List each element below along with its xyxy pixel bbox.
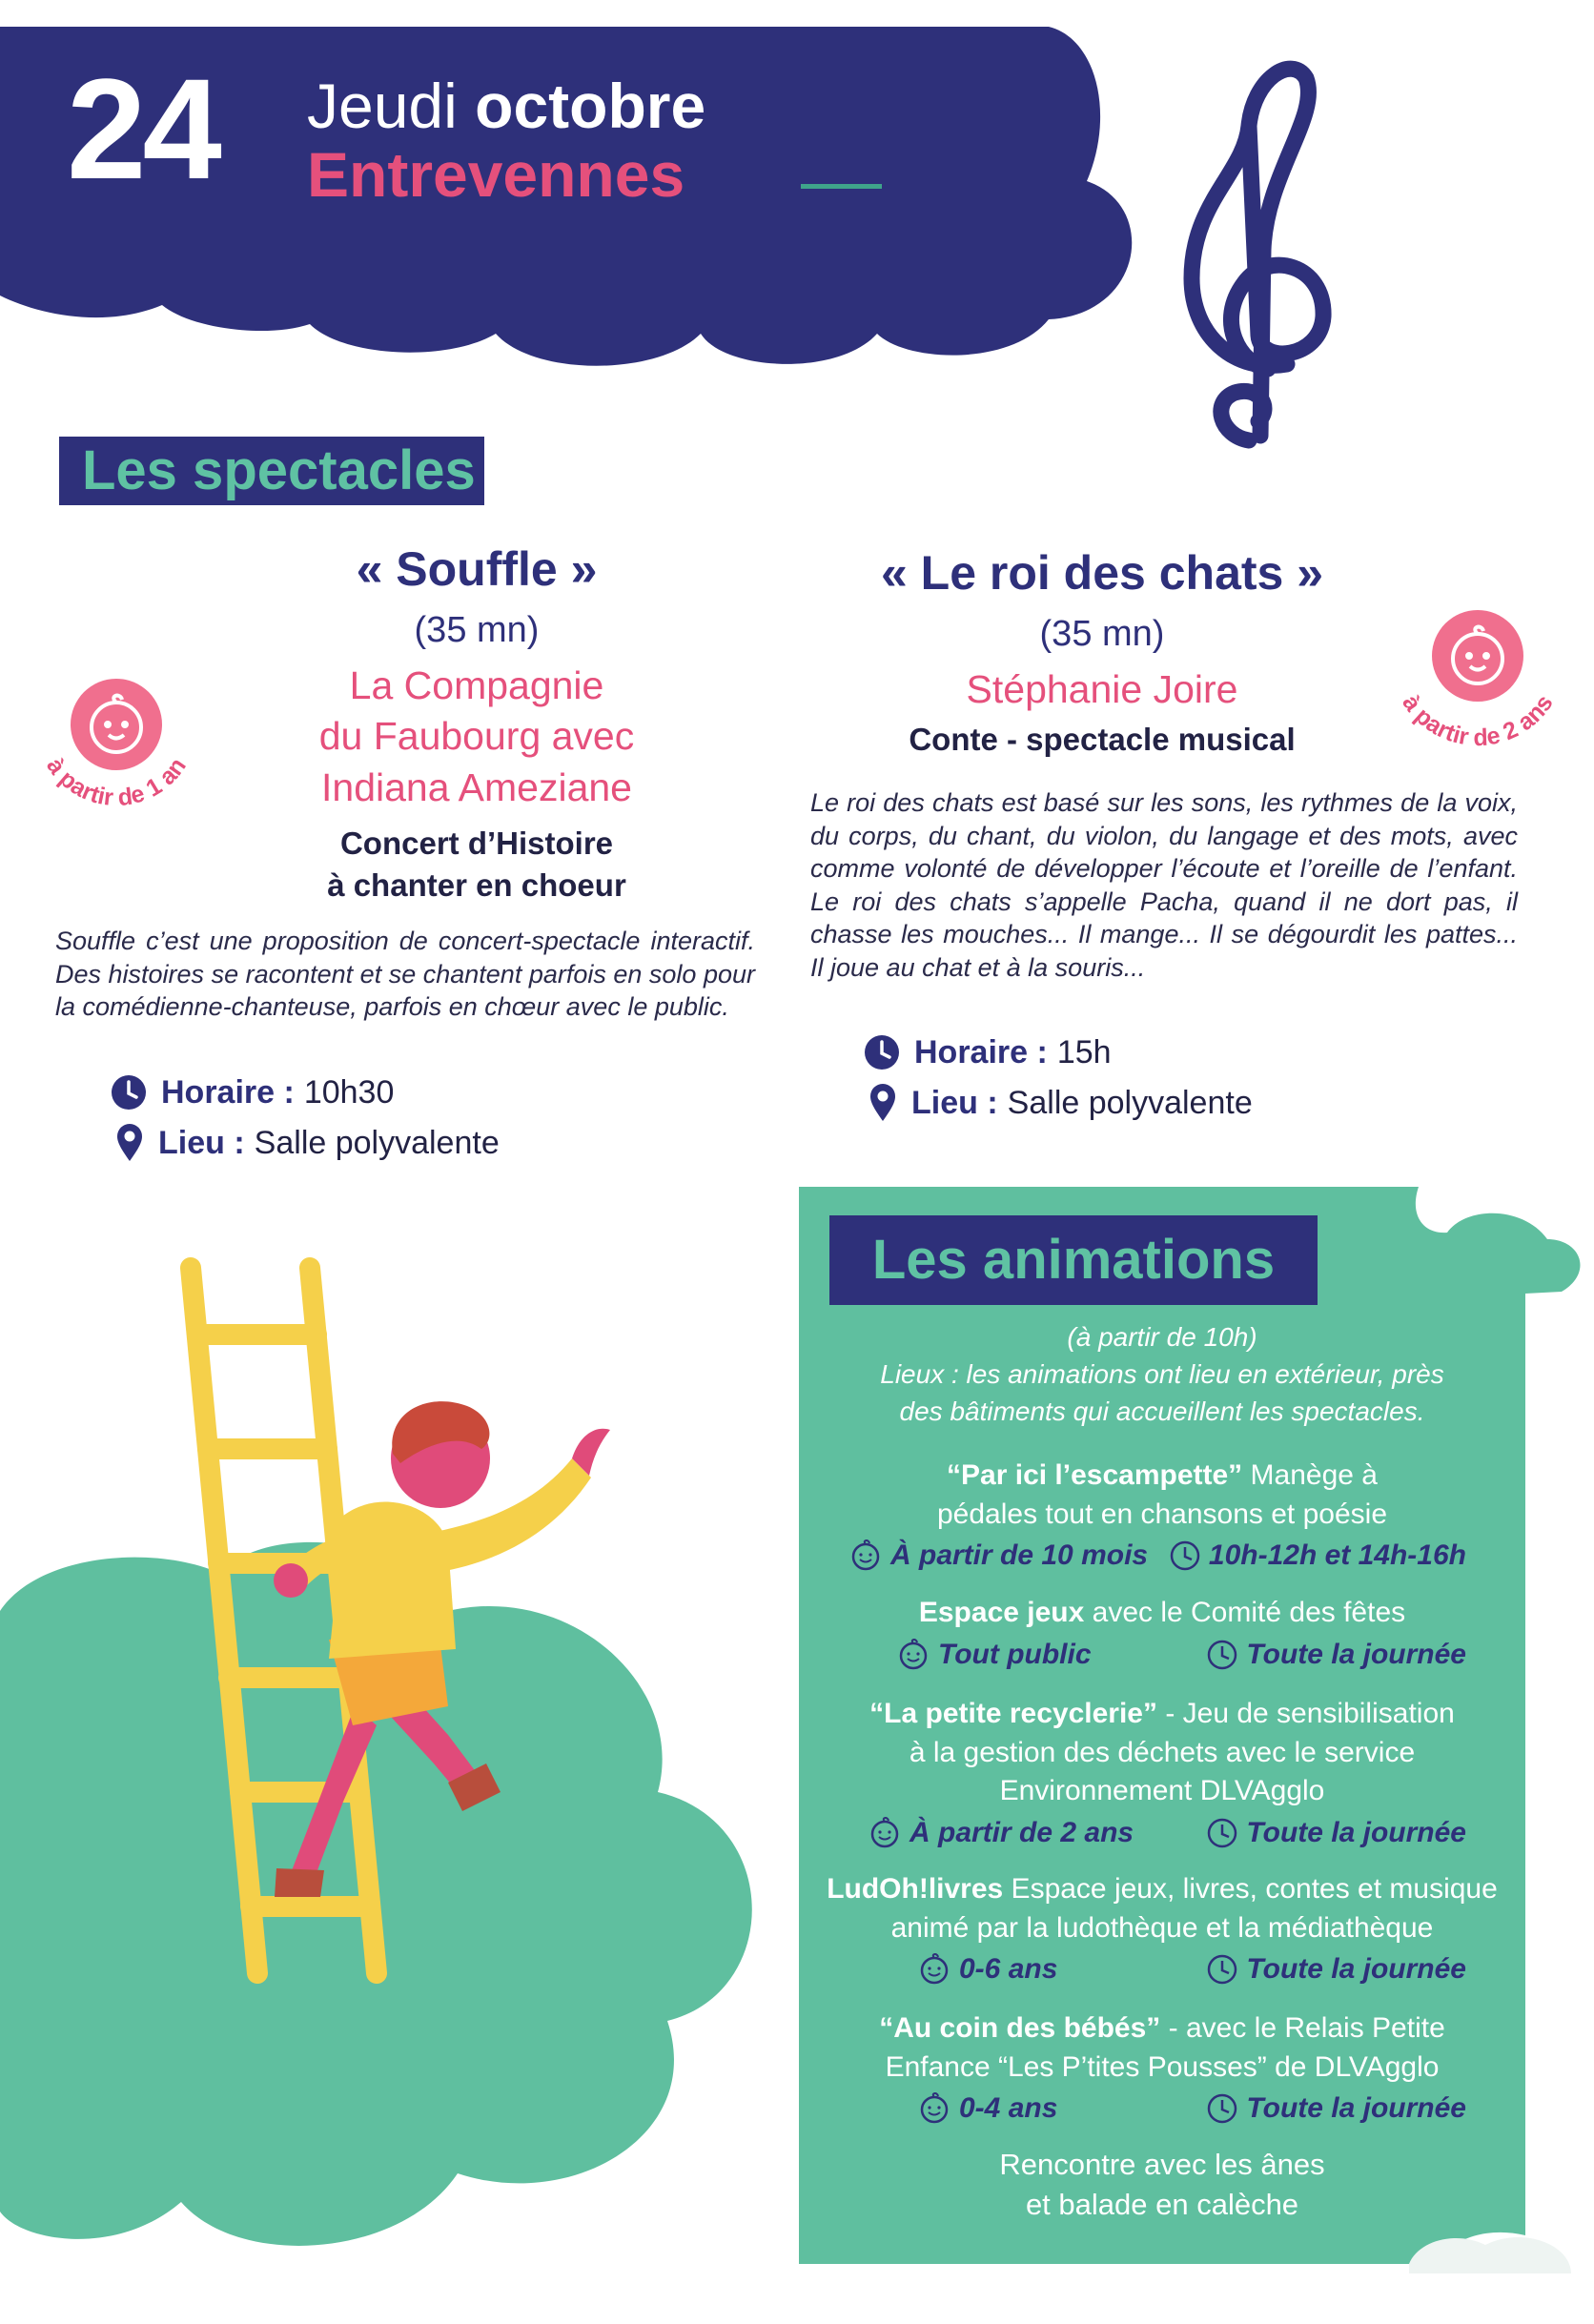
activity-meta (829, 1639, 1495, 1671)
activity-meta (829, 1539, 1495, 1572)
closing-line: et balade en calèche (1025, 2187, 1299, 2221)
age-badge-text: à partir de 1 an (41, 752, 192, 812)
genre-line: Conte - spectacle musical (909, 722, 1296, 758)
baby-face-icon (917, 2092, 951, 2125)
activity-text: Environnement DLVAgglo (999, 1775, 1325, 1806)
horaire-value: 10h30 (303, 1073, 395, 1111)
show-horaire (110, 1073, 394, 1111)
intro-time: (à partir de 10h) (1067, 1322, 1257, 1352)
activity-name: LudOh!livres (827, 1873, 1004, 1905)
animations-closing (822, 2145, 1502, 2225)
show-duration: (35 mn) (1039, 614, 1165, 654)
clock-icon (863, 1033, 901, 1071)
clock-icon (1169, 1539, 1201, 1572)
activity-description (829, 1457, 1495, 1534)
activity-meta (822, 1953, 1502, 1986)
lieu-value: Salle polyvalente (1007, 1084, 1253, 1121)
age-badge-text: à partir de 2 ans (1397, 689, 1559, 752)
activity-time: Toute la journée (1246, 1638, 1466, 1670)
intro-place-line: Lieux : les animations ont lieu en extérieur, près (880, 1359, 1444, 1390)
activity-item (829, 1594, 1495, 1671)
lieu-value: Salle polyvalente (254, 1124, 500, 1161)
section-title-animations: Les animations (829, 1215, 1318, 1305)
artist-line: Indiana Ameziane (321, 764, 632, 809)
lieu-label: Lieu : (911, 1084, 998, 1121)
closing-line: Rencontre avec les ânes (999, 2148, 1325, 2181)
activity-name: “Par ici l’escampette” (947, 1459, 1243, 1491)
baby-face-icon (868, 1817, 902, 1849)
clock-icon (110, 1073, 148, 1111)
horaire-label: Horaire : (914, 1033, 1048, 1070)
activity-text: avec le Comité des fêtes (1084, 1597, 1406, 1628)
location-pin-icon (114, 1123, 145, 1163)
show-title: « Souffle » (356, 542, 598, 596)
activity-description (822, 1870, 1502, 1947)
activity-text: - avec le Relais Petite (1160, 2012, 1445, 2044)
activity-age: Tout public (938, 1638, 1092, 1670)
show-artist (219, 661, 734, 813)
age-badge-2-ans (1373, 601, 1583, 772)
lieu-label: Lieu : (158, 1124, 245, 1161)
activity-time: Toute la journée (1246, 1816, 1466, 1848)
show-lieu (868, 1083, 1253, 1123)
artist-line: Stéphanie Joire (966, 667, 1238, 711)
activity-time: Toute la journée (1246, 1953, 1466, 1985)
activity-meta (829, 1817, 1495, 1849)
artist-line: du Faubourg avec (318, 714, 635, 759)
location-pin-icon (868, 1083, 898, 1123)
show-genre (807, 719, 1398, 762)
show-souffle (219, 541, 734, 907)
show-le-roi-des-chats (807, 545, 1398, 762)
activity-text: Enfance “Les P’tites Pousses” de DLVAgglo (885, 2050, 1440, 2083)
clock-icon (1206, 1953, 1238, 1986)
show-lieu (114, 1123, 500, 1163)
activity-text: à la gestion des déchets avec le service (909, 1736, 1416, 1768)
horaire-label: Horaire : (161, 1073, 295, 1111)
baby-face-icon (896, 1639, 930, 1671)
town-underline-dash (801, 184, 882, 189)
day-month-line (307, 71, 706, 141)
activity-name: Espace jeux (918, 1597, 1085, 1628)
day-number: 24 (67, 49, 218, 209)
genre-line: Concert d’Histoire (339, 825, 614, 861)
animations-intro (822, 1318, 1502, 1431)
show-horaire (863, 1033, 1112, 1071)
clock-icon (1206, 1817, 1238, 1849)
activity-item (829, 2009, 1495, 2125)
baby-face-icon (917, 1953, 951, 1986)
month-name: octobre (475, 71, 706, 141)
activity-age: À partir de 2 ans (909, 1816, 1134, 1848)
activity-description (829, 1695, 1495, 1811)
activity-item (829, 1457, 1495, 1572)
activity-description (829, 2009, 1495, 2087)
treble-clef-icon (1154, 59, 1373, 479)
show-artist (807, 664, 1398, 715)
section-title-spectacles: Les spectacles (59, 437, 484, 505)
activity-item (822, 1870, 1502, 1986)
show-description: Le roi des chats est basé sur les sons, les rythmes de la voix, du corps, du chant, du violon, du langage et des mots, avec comme volonté de développer l’écoute et l’oreille de l’enfant. Le roi des chats s’appelle Pacha, quand il ne dort pas, il chasse les mouches... Il mange... Il se dégourdit les pattes... Il joue au chat et à la souris... (810, 788, 1518, 982)
show-title: « Le roi des chats » (880, 546, 1324, 600)
clock-icon (1206, 2092, 1238, 2125)
activity-time: Toute la journée (1246, 2092, 1466, 2124)
activity-text: Manège à (1242, 1459, 1378, 1491)
show-genre (219, 823, 734, 907)
intro-place-line: des bâtiments qui accueillent les spectacles. (899, 1396, 1425, 1427)
clock-icon (1206, 1639, 1238, 1671)
activity-text: animé par la ludothèque et la médiathèque (890, 1911, 1434, 1944)
show-duration: (35 mn) (414, 610, 540, 650)
activity-text: pédales tout en chansons et poésie (936, 1498, 1388, 1530)
activity-name: “La petite recyclerie” (869, 1698, 1157, 1729)
town-name: Entrevennes (307, 139, 685, 210)
artist-line: La Compagnie (349, 663, 604, 707)
genre-line: à chanter en choeur (327, 867, 626, 904)
age-badge-1-an (21, 667, 212, 829)
activity-age: 0-6 ans (959, 1953, 1058, 1985)
baby-face-icon (848, 1539, 883, 1572)
activity-meta (829, 2092, 1495, 2125)
activity-age: 0-4 ans (959, 2092, 1058, 2124)
activity-text: Espace jeux, livres, contes et musique (1003, 1873, 1498, 1905)
child-ladder-cloud-illustration (0, 1230, 820, 2324)
show-description: Souffle c’est une proposition de concert-spectacle interactif. Des histoires se racontent et se chantent parfois en solo pour la comédienne-chanteuse, parfois en chœur avec le public. (55, 927, 755, 1022)
day-name: Jeudi (307, 71, 458, 141)
activity-description (829, 1594, 1495, 1633)
horaire-value: 15h (1056, 1033, 1112, 1070)
activity-name: “Au coin des bébés” (879, 2012, 1161, 2044)
activity-age: À partir de 10 mois (890, 1539, 1149, 1571)
activity-text: - Jeu de sensibilisation (1156, 1698, 1455, 1729)
activity-item (829, 1695, 1495, 1849)
activity-time: 10h-12h et 14h-16h (1208, 1539, 1466, 1571)
